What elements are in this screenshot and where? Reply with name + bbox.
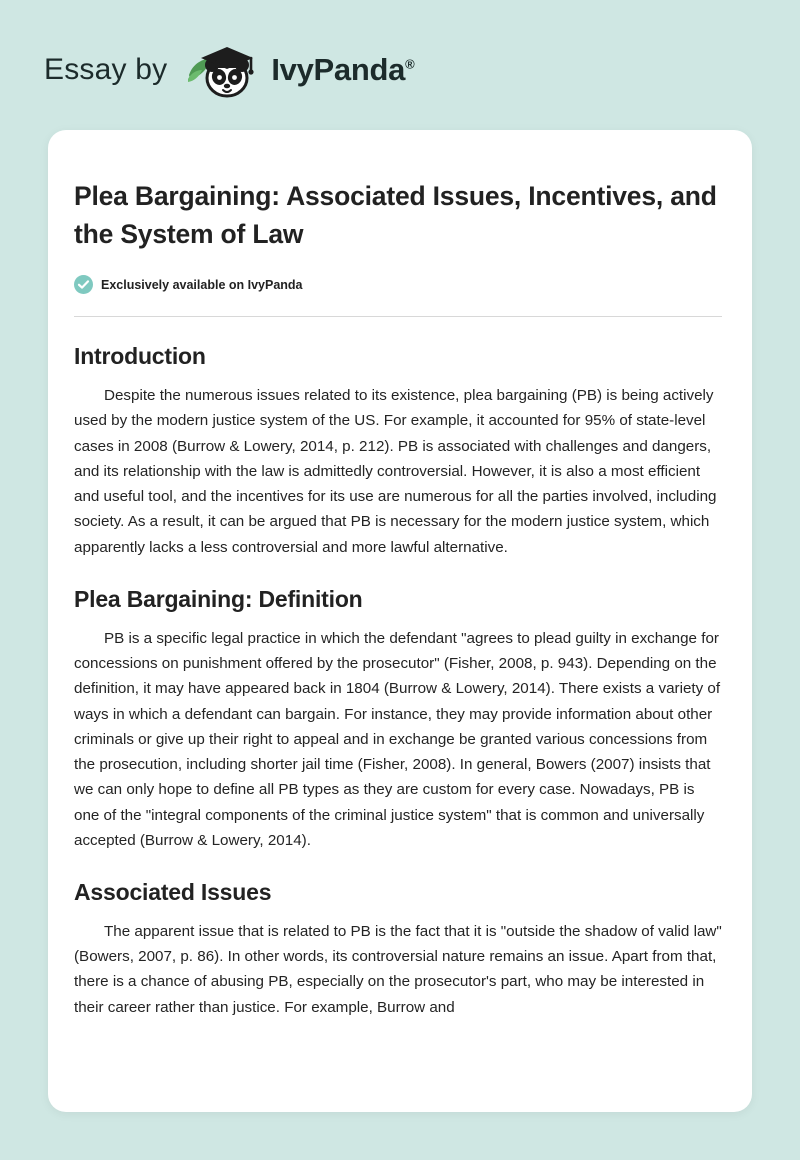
site-header bbox=[0, 0, 800, 100]
exclusive-badge bbox=[74, 275, 722, 294]
exclusive-badge-label: Exclusively available on IvyPanda bbox=[101, 277, 303, 292]
section-paragraph: The apparent issue that is related to PB is the fact that it is "outside the shadow of valid law" (Bowers, 2007, p. 86). In other words, its controversial nature remains an issue. Apart from that, there is a chance of abusing PB, especially on the prosecutor's part, who may be interested in their career rather than justice. For example, Burrow and bbox=[74, 923, 722, 1016]
section-paragraph: PB is a specific legal practice in which the defendant "agrees to plead guilty in exchange for concessions on punishment offered by the prosecutor" (Fisher, 2008, p. 943). Depending on the definition, it may have appeared back in 1804 (Burrow & Lowery, 2014). There exists a variety of ways in which a defendant can bargain. For instance, they may provide information about other criminals or give up their right to appeal and in exchange be granted various concessions from the prosecution, including shorter jail time (Fisher, 2008). In general, Bowers (2007) insists that we can only hope to define all PB types as they are custom for every case. Nowadays, PB is one of the "integral components of the criminal justice system" that is common and universally accepted (Burrow & Lowery, 2014). bbox=[74, 629, 721, 849]
panda-graduate-logo-icon bbox=[181, 39, 265, 101]
section-heading-introduction: Introduction bbox=[74, 343, 206, 370]
brand-name bbox=[271, 52, 414, 88]
header-essay-by-label: Essay by bbox=[44, 53, 168, 86]
document-card bbox=[48, 130, 752, 1112]
check-circle-icon bbox=[74, 275, 93, 294]
brand-logo-lockup[interactable] bbox=[181, 39, 414, 101]
section-heading-associated-issues: Associated Issues bbox=[74, 879, 272, 905]
section-heading-definition: Plea Bargaining: Definition bbox=[74, 585, 363, 612]
title-divider bbox=[74, 316, 722, 317]
section-paragraph: Despite the numerous issues related to its existence, plea bargaining (PB) is being actively used by the modern justice system of the US. For example, it accounted for 95% of state-level cases in 2008 (Burrow & Lowery, 2014, p. 212). PB is associated with challenges and dangers, and its relationship with the law is admittedly controversial. However, it is also a most efficient and useful tool, and the incentives for its use are numerous for all the parties involved, including society. As a result, it can be argued that PB is necessary for the modern justice system, which apparently lacks a less controversial and more lawful alternative. bbox=[74, 387, 717, 556]
registered-mark: ® bbox=[405, 56, 415, 72]
brand-name-text: IvyPanda bbox=[271, 52, 406, 87]
page-title: Plea Bargaining: Associated Issues, Incentives, and the System of Law bbox=[74, 181, 717, 249]
